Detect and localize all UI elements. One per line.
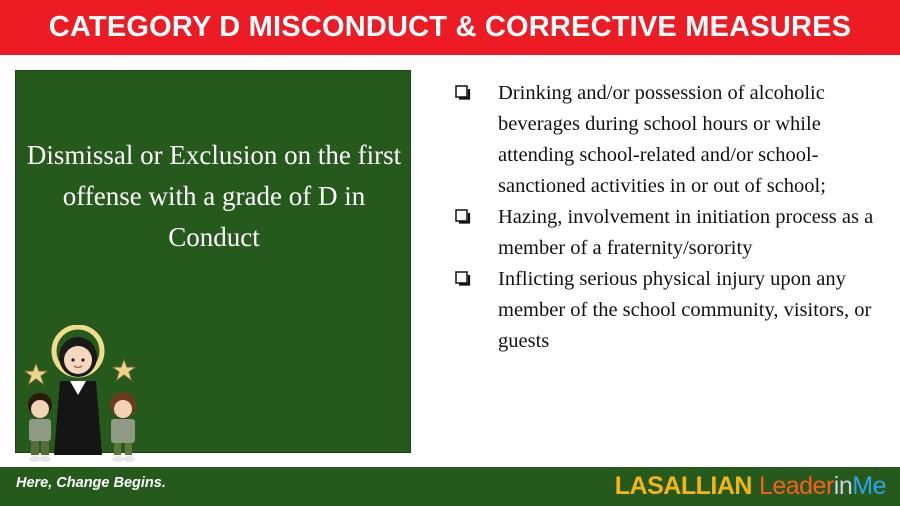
list-item-text: Hazing, involvement in initiation process as a member of a fraternity/sorority <box>498 206 874 259</box>
checkbox-icon <box>455 209 471 225</box>
logo-word-me: Me <box>852 471 886 500</box>
checkbox-icon <box>455 271 471 287</box>
logo-word-lasallian: LASALLIAN <box>614 471 752 500</box>
mascot-illustration <box>18 325 168 467</box>
slide-title: CATEGORY D MISCONDUCT & CORRECTIVE MEASURES <box>48 11 852 43</box>
logo-word-leader: Leader <box>758 471 834 500</box>
checkbox-icon <box>455 85 471 101</box>
footer-bar <box>0 467 900 506</box>
list-item <box>455 264 875 357</box>
tagline: Here, Change Begins. <box>16 475 166 491</box>
star-icon <box>24 363 48 385</box>
corrective-measure-text: Dismissal or Exclusion on the first offense with a grade of D in Conduct <box>26 140 402 252</box>
title-banner <box>0 0 900 55</box>
misconduct-list <box>455 78 875 357</box>
star-icon <box>112 359 136 381</box>
list-item-text: Inflicting serious physical injury upon any member of the school community, visitors, or guests <box>498 268 872 352</box>
logo-word-in: in <box>833 471 853 500</box>
list-item <box>455 78 875 202</box>
list-item <box>455 202 875 264</box>
lasallian-leader-in-me-logo <box>615 469 886 503</box>
list-item-text: Drinking and/or possession of alcoholic beverages during school hours or while attending school-related and/or school-sanctioned activities in or out of school; <box>498 82 826 197</box>
